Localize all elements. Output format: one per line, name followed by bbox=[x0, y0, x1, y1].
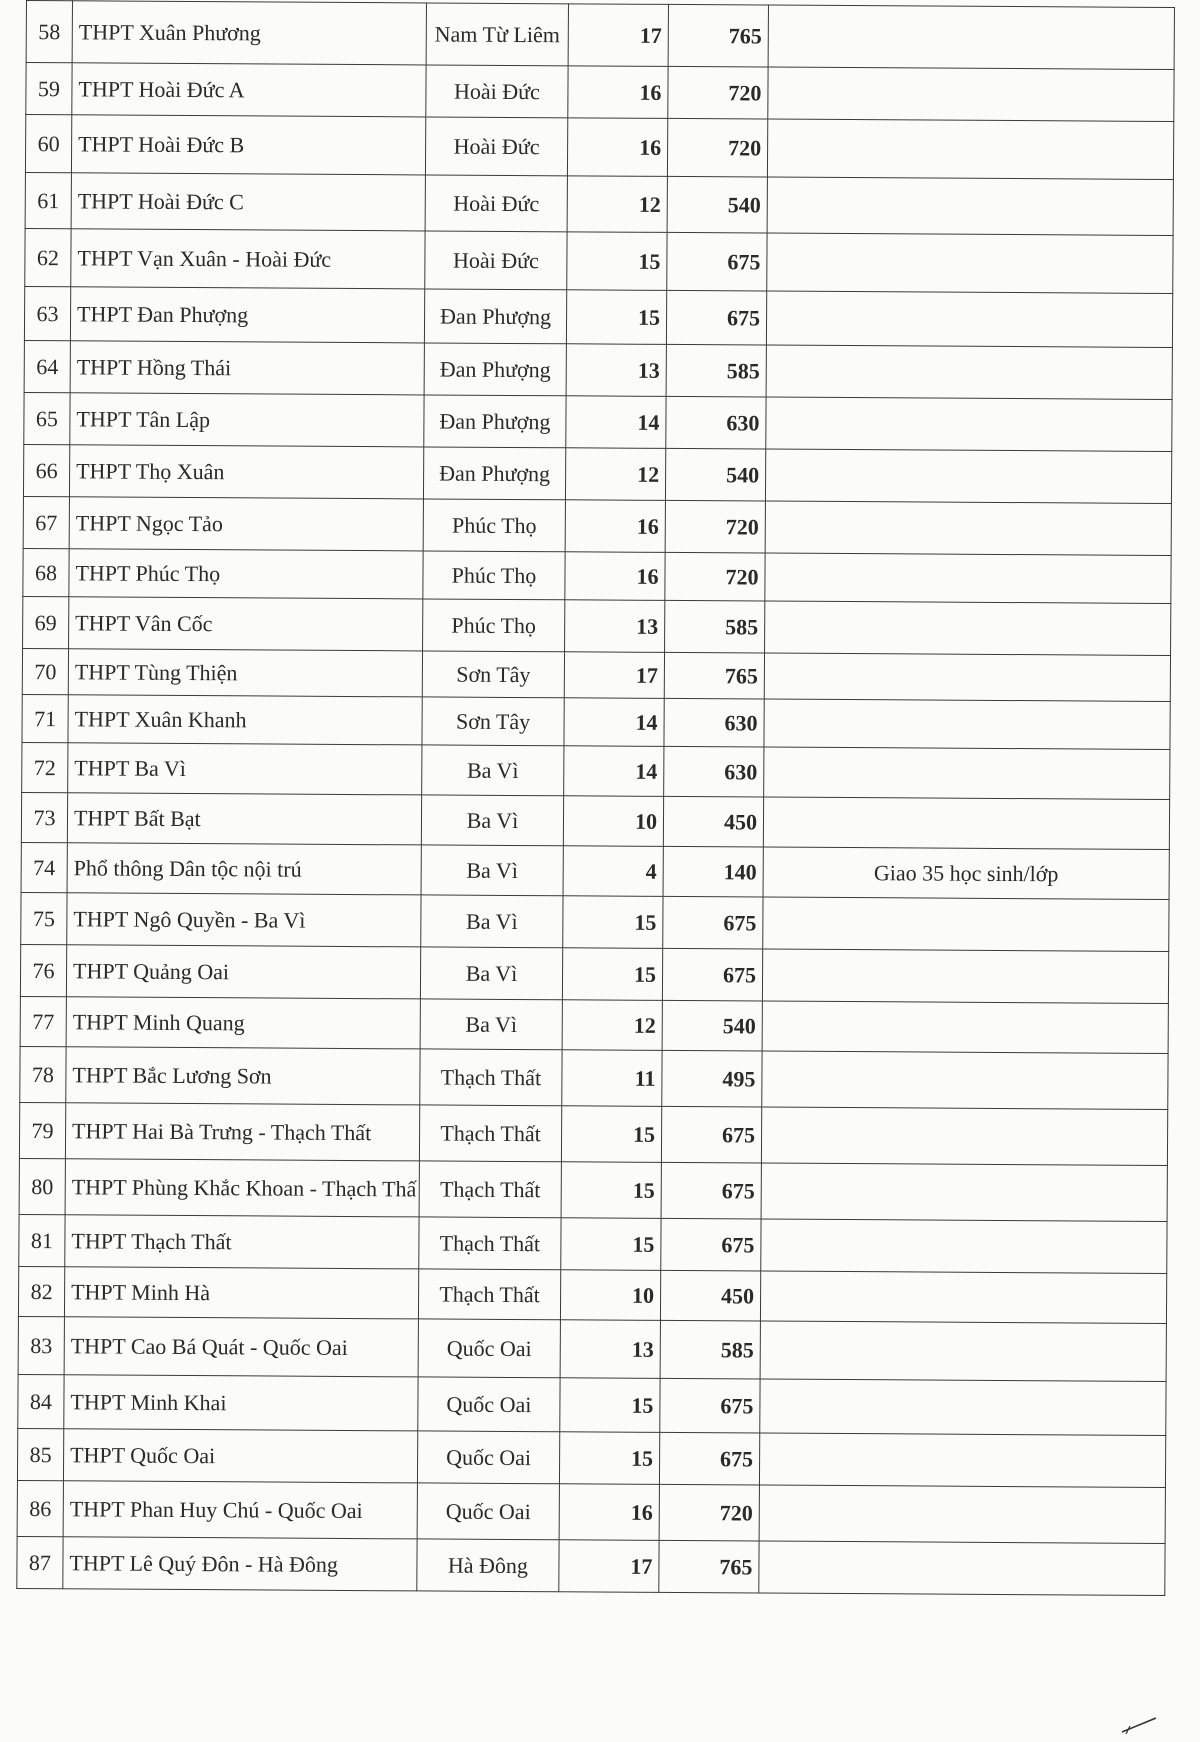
row-number-cell: 69 bbox=[23, 596, 69, 648]
school-name-cell: THPT Thạch Thất bbox=[65, 1215, 419, 1269]
school-name-cell: THPT Quốc Oai bbox=[63, 1429, 417, 1483]
table-row bbox=[24, 340, 1172, 399]
table-body bbox=[17, 1, 1175, 1596]
note-cell bbox=[764, 699, 1170, 749]
row-number-cell: 77 bbox=[20, 996, 66, 1046]
district-cell: Quốc Oai bbox=[417, 1431, 559, 1484]
note-cell bbox=[767, 233, 1173, 293]
district-cell: Sơn Tây bbox=[422, 651, 564, 698]
table-row bbox=[22, 648, 1170, 701]
row-number-cell: 82 bbox=[18, 1266, 64, 1316]
school-name-cell: THPT Bắc Lương Sơn bbox=[66, 1047, 420, 1105]
student-quota-cell: 675 bbox=[667, 232, 767, 291]
table-row bbox=[19, 1158, 1167, 1221]
school-name-cell: THPT Minh Hà bbox=[64, 1267, 418, 1319]
note-cell bbox=[759, 1541, 1165, 1595]
district-cell: Quốc Oai bbox=[418, 1319, 560, 1378]
school-name-cell: THPT Bất Bạt bbox=[67, 793, 421, 845]
class-count-cell: 11 bbox=[562, 1050, 662, 1107]
student-quota-cell: 720 bbox=[665, 500, 765, 553]
class-count-cell: 13 bbox=[565, 600, 665, 653]
note-cell bbox=[764, 747, 1170, 799]
district-cell: Ba Vì bbox=[421, 845, 563, 896]
school-name-cell: THPT Hoài Đức C bbox=[71, 173, 425, 231]
row-number-cell: 58 bbox=[26, 1, 72, 63]
row-number-cell: 67 bbox=[23, 496, 69, 548]
table-row bbox=[22, 694, 1170, 749]
student-quota-cell: 630 bbox=[664, 746, 764, 797]
row-number-cell: 87 bbox=[17, 1536, 63, 1588]
row-number-cell: 81 bbox=[19, 1214, 65, 1266]
row-number-cell: 75 bbox=[21, 892, 67, 944]
school-name-cell: THPT Tân Lập bbox=[70, 393, 424, 447]
note-cell bbox=[761, 1219, 1167, 1273]
row-number-cell: 68 bbox=[23, 548, 69, 596]
school-name-cell: THPT Minh Khai bbox=[64, 1375, 418, 1431]
table-row bbox=[25, 172, 1173, 235]
table-row bbox=[20, 1046, 1168, 1109]
note-cell bbox=[765, 501, 1171, 555]
note-cell bbox=[759, 1485, 1165, 1543]
note-cell bbox=[759, 1433, 1165, 1487]
class-count-cell: 10 bbox=[563, 796, 663, 847]
student-quota-cell: 675 bbox=[661, 1106, 761, 1163]
note-cell bbox=[766, 291, 1172, 347]
row-number-cell: 62 bbox=[25, 228, 71, 286]
district-cell: Hoài Đức bbox=[425, 175, 567, 232]
table-row bbox=[18, 1266, 1166, 1323]
district-cell: Phúc Thọ bbox=[423, 499, 565, 552]
class-count-cell: 14 bbox=[564, 746, 664, 797]
student-quota-cell: 765 bbox=[668, 4, 768, 67]
class-count-cell: 15 bbox=[566, 290, 666, 345]
table-row bbox=[23, 444, 1171, 503]
note-cell bbox=[766, 397, 1172, 451]
row-number-cell: 86 bbox=[17, 1480, 63, 1536]
district-cell: Thạch Thất bbox=[418, 1269, 560, 1320]
district-cell: Quốc Oai bbox=[418, 1377, 560, 1432]
school-name-cell: THPT Xuân Phương bbox=[72, 1, 426, 65]
table-row bbox=[24, 286, 1172, 347]
table-row bbox=[17, 1428, 1165, 1487]
district-cell: Quốc Oai bbox=[417, 1483, 559, 1540]
school-name-cell: THPT Hai Bà Trưng - Thạch Thất bbox=[65, 1103, 419, 1161]
school-name-cell: THPT Thọ Xuân bbox=[69, 445, 423, 499]
table-row bbox=[24, 392, 1172, 451]
table-row bbox=[26, 63, 1174, 122]
class-count-cell: 14 bbox=[564, 698, 664, 747]
district-cell: Phúc Thọ bbox=[423, 551, 565, 600]
row-number-cell: 66 bbox=[23, 444, 69, 496]
table-row bbox=[19, 1214, 1167, 1273]
district-cell: Nam Từ Liêm bbox=[426, 3, 568, 66]
district-cell: Ba Vì bbox=[421, 895, 563, 948]
note-cell bbox=[762, 1051, 1168, 1109]
table-row bbox=[18, 1374, 1166, 1435]
school-name-cell: THPT Quảng Oai bbox=[66, 945, 420, 999]
student-quota-cell: 630 bbox=[666, 396, 766, 449]
student-quota-cell: 540 bbox=[667, 176, 767, 233]
student-quota-cell: 675 bbox=[663, 896, 763, 949]
student-quota-cell: 450 bbox=[663, 796, 763, 847]
row-number-cell: 76 bbox=[20, 944, 66, 996]
note-cell bbox=[761, 1107, 1167, 1165]
school-name-cell: THPT Vân Cốc bbox=[69, 597, 423, 651]
table-row bbox=[20, 944, 1168, 1003]
row-number-cell: 85 bbox=[17, 1428, 63, 1480]
district-cell: Ba Vì bbox=[422, 745, 564, 796]
school-name-cell: THPT Cao Bá Quát - Quốc Oai bbox=[64, 1317, 418, 1377]
student-quota-cell: 140 bbox=[663, 846, 763, 897]
note-cell bbox=[768, 67, 1174, 121]
class-count-cell: 15 bbox=[562, 948, 662, 1001]
row-number-cell: 84 bbox=[18, 1374, 64, 1428]
note-cell bbox=[763, 897, 1169, 951]
table-row bbox=[21, 892, 1169, 951]
note-cell bbox=[765, 601, 1171, 655]
school-name-cell: THPT Phùng Khắc Khoan - Thạch Thấ bbox=[65, 1159, 419, 1217]
school-name-cell: THPT Phúc Thọ bbox=[69, 549, 423, 599]
class-count-cell: 10 bbox=[560, 1270, 660, 1321]
school-name-cell: THPT Phan Huy Chú - Quốc Oai bbox=[63, 1481, 417, 1539]
student-quota-cell: 720 bbox=[659, 1484, 759, 1541]
student-quota-cell: 765 bbox=[664, 652, 764, 699]
district-cell: Đan Phượng bbox=[423, 447, 565, 500]
student-quota-cell: 675 bbox=[659, 1432, 759, 1485]
table-row bbox=[23, 548, 1171, 603]
school-name-cell: THPT Ngô Quyền - Ba Vì bbox=[67, 893, 421, 947]
class-count-cell: 16 bbox=[568, 66, 668, 119]
note-cell bbox=[765, 553, 1171, 603]
class-count-cell: 15 bbox=[567, 232, 667, 291]
note-cell bbox=[760, 1321, 1166, 1381]
student-quota-cell: 540 bbox=[665, 448, 765, 501]
table-row bbox=[17, 1536, 1165, 1595]
school-name-cell: THPT Ba Vì bbox=[68, 743, 422, 795]
table-row bbox=[21, 792, 1169, 849]
row-number-cell: 72 bbox=[22, 742, 68, 792]
note-cell bbox=[761, 1163, 1167, 1221]
student-quota-cell: 720 bbox=[665, 552, 765, 601]
student-quota-cell: 675 bbox=[660, 1378, 760, 1433]
table-row bbox=[22, 742, 1170, 799]
note-cell bbox=[766, 345, 1172, 399]
school-quota-table bbox=[16, 0, 1175, 1596]
table-row bbox=[23, 596, 1171, 655]
class-count-cell: 17 bbox=[568, 4, 668, 67]
student-quota-cell: 720 bbox=[667, 118, 767, 177]
class-count-cell: 15 bbox=[563, 896, 663, 949]
note-cell bbox=[764, 653, 1170, 701]
class-count-cell: 16 bbox=[567, 118, 667, 177]
row-number-cell: 65 bbox=[24, 392, 70, 444]
table-row bbox=[21, 842, 1169, 899]
school-name-cell: THPT Minh Quang bbox=[66, 997, 420, 1049]
school-name-cell: Phổ thông Dân tộc nội trú bbox=[67, 843, 421, 895]
table-row bbox=[25, 228, 1173, 293]
pen-stroke-mark bbox=[1120, 1714, 1160, 1736]
district-cell: Thạch Thất bbox=[419, 1161, 561, 1218]
class-count-cell: 15 bbox=[561, 1162, 661, 1219]
district-cell: Sơn Tây bbox=[422, 697, 564, 746]
student-quota-cell: 765 bbox=[659, 1540, 759, 1593]
district-cell: Hoài Đức bbox=[426, 65, 568, 118]
class-count-cell: 4 bbox=[563, 846, 663, 897]
table-row bbox=[26, 1, 1174, 70]
row-number-cell: 74 bbox=[21, 842, 67, 892]
table-row bbox=[18, 1316, 1166, 1381]
row-number-cell: 83 bbox=[18, 1316, 64, 1374]
district-cell: Đan Phượng bbox=[424, 289, 566, 344]
table-row bbox=[20, 996, 1168, 1053]
table-row bbox=[19, 1102, 1167, 1165]
row-number-cell: 61 bbox=[25, 172, 71, 228]
student-quota-cell: 630 bbox=[664, 698, 764, 747]
note-cell bbox=[768, 5, 1174, 69]
note-cell bbox=[760, 1379, 1166, 1435]
student-quota-cell: 675 bbox=[661, 1218, 761, 1271]
class-count-cell: 14 bbox=[566, 396, 666, 449]
student-quota-cell: 495 bbox=[662, 1050, 762, 1107]
class-count-cell: 12 bbox=[562, 1000, 662, 1051]
district-cell: Đan Phượng bbox=[424, 343, 566, 396]
student-quota-cell: 675 bbox=[662, 948, 762, 1001]
school-name-cell: THPT Vạn Xuân - Hoài Đức bbox=[71, 229, 425, 289]
class-count-cell: 13 bbox=[560, 1320, 660, 1379]
row-number-cell: 71 bbox=[22, 694, 68, 742]
class-count-cell: 15 bbox=[559, 1432, 659, 1485]
district-cell: Đan Phượng bbox=[424, 395, 566, 448]
note-cell bbox=[762, 949, 1168, 1003]
district-cell: Ba Vì bbox=[420, 999, 562, 1050]
district-cell: Thạch Thất bbox=[419, 1105, 561, 1162]
note-cell bbox=[760, 1271, 1166, 1323]
row-number-cell: 60 bbox=[25, 115, 71, 173]
district-cell: Thạch Thất bbox=[420, 1049, 562, 1106]
row-number-cell: 70 bbox=[22, 648, 68, 694]
student-quota-cell: 585 bbox=[666, 344, 766, 397]
school-name-cell: THPT Hồng Thái bbox=[70, 341, 424, 395]
note-cell: Giao 35 học sinh/lớp bbox=[763, 847, 1169, 899]
student-quota-cell: 585 bbox=[665, 600, 765, 653]
student-quota-cell: 720 bbox=[668, 66, 768, 119]
district-cell: Hà Đông bbox=[417, 1539, 559, 1592]
note-cell bbox=[762, 1001, 1168, 1053]
class-count-cell: 12 bbox=[567, 176, 667, 233]
school-name-cell: THPT Đan Phượng bbox=[70, 287, 424, 343]
class-count-cell: 16 bbox=[559, 1484, 659, 1541]
class-count-cell: 16 bbox=[565, 500, 665, 553]
note-cell bbox=[767, 177, 1173, 235]
school-name-cell: THPT Hoài Đức A bbox=[72, 63, 426, 117]
district-cell: Hoài Đức bbox=[425, 231, 567, 290]
school-name-cell: THPT Lê Quý Đôn - Hà Đông bbox=[63, 1537, 417, 1591]
class-count-cell: 16 bbox=[565, 552, 665, 601]
district-cell: Ba Vì bbox=[421, 795, 563, 846]
student-quota-cell: 675 bbox=[661, 1162, 761, 1219]
class-count-cell: 15 bbox=[561, 1106, 661, 1163]
district-cell: Thạch Thất bbox=[419, 1217, 561, 1270]
class-count-cell: 17 bbox=[559, 1540, 659, 1593]
row-number-cell: 64 bbox=[24, 340, 70, 392]
row-number-cell: 80 bbox=[19, 1158, 65, 1214]
district-cell: Hoài Đức bbox=[425, 117, 567, 176]
district-cell: Ba Vì bbox=[420, 947, 562, 1000]
row-number-cell: 78 bbox=[20, 1046, 66, 1102]
class-count-cell: 15 bbox=[560, 1378, 660, 1433]
row-number-cell: 73 bbox=[21, 792, 67, 842]
row-number-cell: 59 bbox=[26, 63, 72, 115]
table-row bbox=[25, 115, 1173, 180]
note-cell bbox=[767, 119, 1173, 179]
district-cell: Phúc Thọ bbox=[423, 599, 565, 652]
class-count-cell: 12 bbox=[565, 448, 665, 501]
class-count-cell: 13 bbox=[566, 344, 666, 397]
student-quota-cell: 540 bbox=[662, 1000, 762, 1051]
student-quota-cell: 450 bbox=[660, 1270, 760, 1321]
student-quota-cell: 675 bbox=[666, 290, 766, 345]
class-count-cell: 17 bbox=[564, 652, 664, 699]
school-name-cell: THPT Ngọc Tảo bbox=[69, 497, 423, 551]
school-name-cell: THPT Hoài Đức B bbox=[71, 115, 425, 175]
school-name-cell: THPT Xuân Khanh bbox=[68, 695, 422, 745]
row-number-cell: 63 bbox=[24, 286, 70, 340]
table-row bbox=[17, 1480, 1165, 1543]
school-name-cell: THPT Tùng Thiện bbox=[68, 649, 422, 697]
class-count-cell: 15 bbox=[561, 1218, 661, 1271]
row-number-cell: 79 bbox=[19, 1102, 65, 1158]
table-row bbox=[23, 496, 1171, 555]
note-cell bbox=[763, 797, 1169, 849]
note-cell bbox=[765, 449, 1171, 503]
student-quota-cell: 585 bbox=[660, 1320, 760, 1379]
